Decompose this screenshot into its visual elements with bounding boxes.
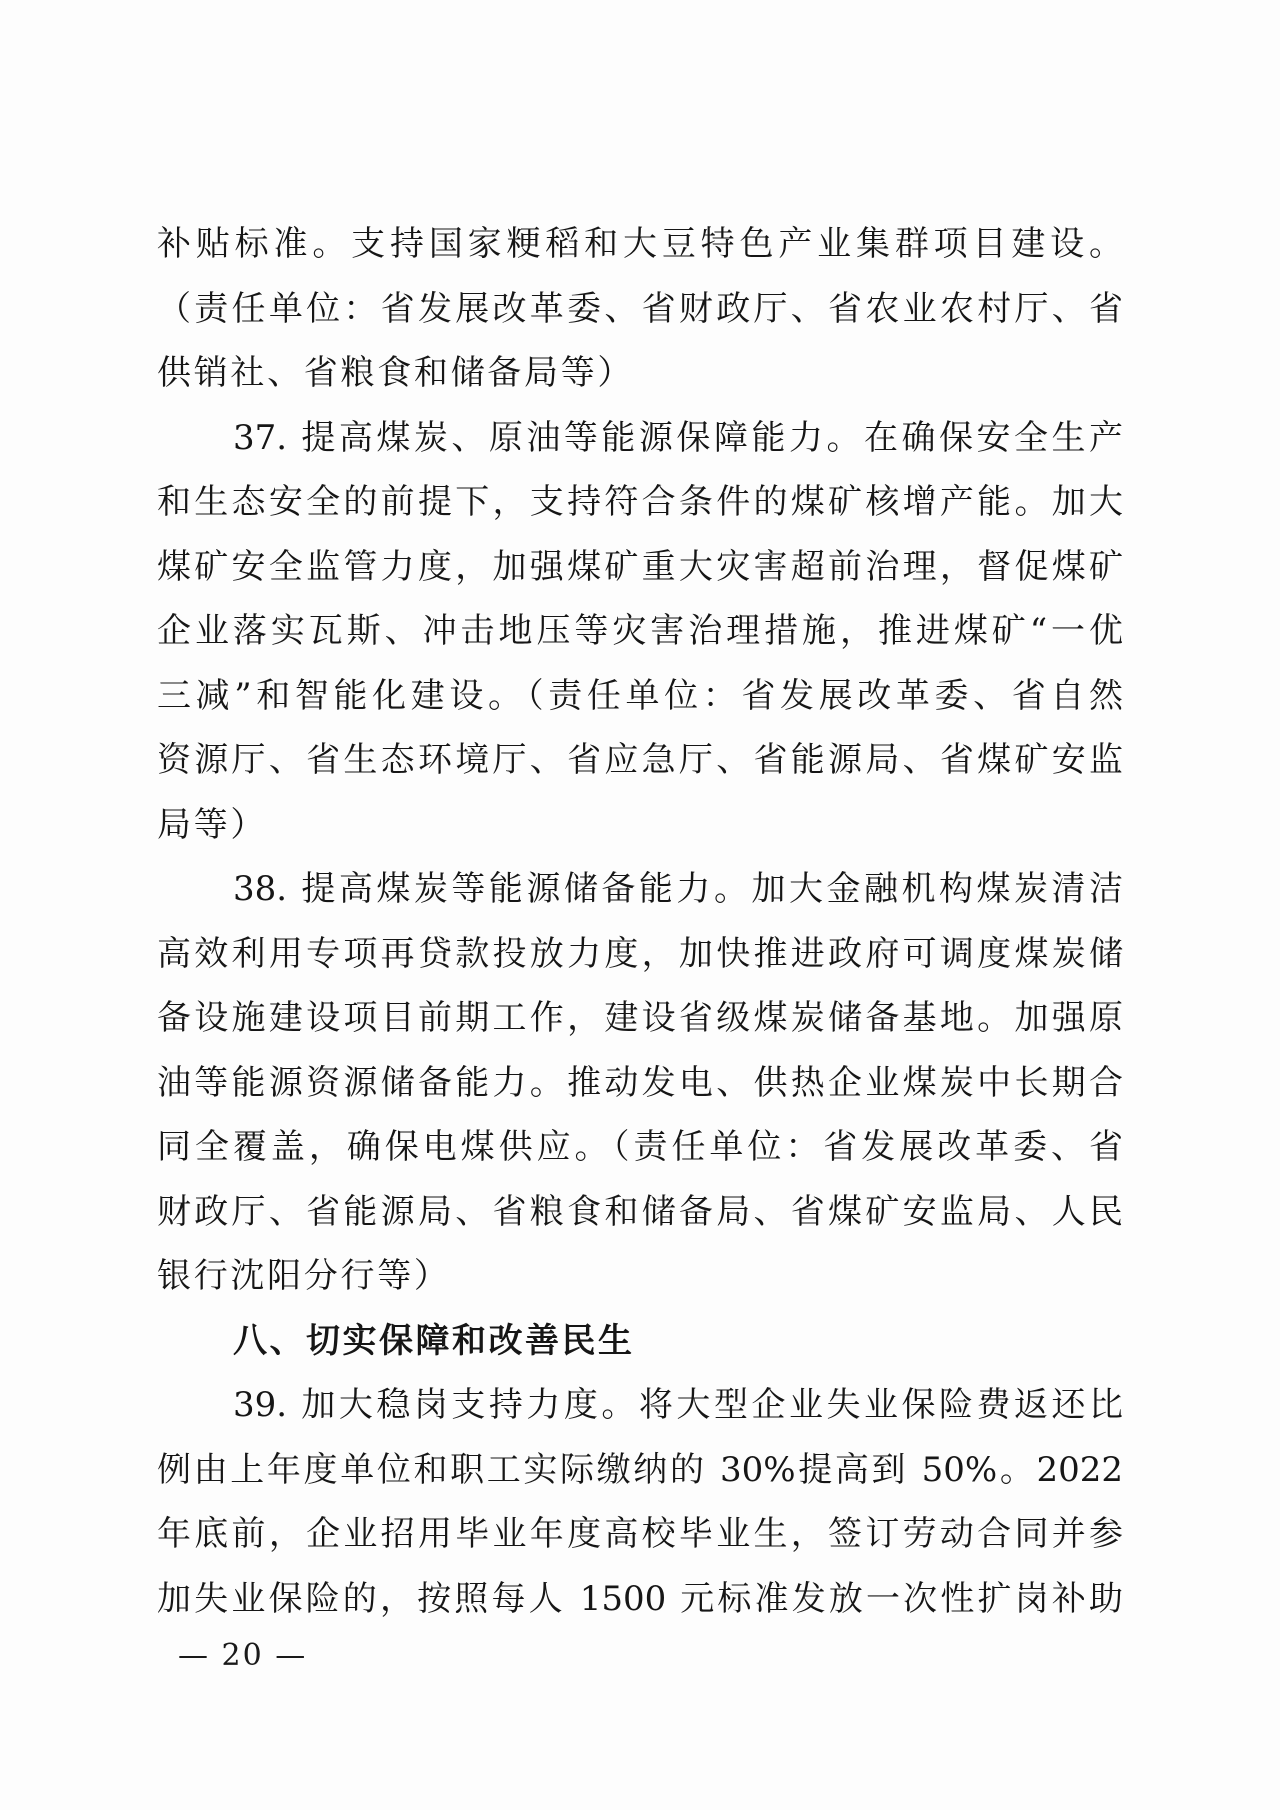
text-line: 备设施建设项目前期工作，建设省级煤炭储备基地。加强原: [157, 998, 1123, 1038]
text-line: 油等能源资源储备能力。推动发电、供热企业煤炭中长期合: [157, 1062, 1123, 1103]
paragraph-item-38: [157, 857, 1123, 1309]
paragraph-item-37: [157, 406, 1123, 858]
paragraph-continued: [157, 212, 1123, 406]
text-line: 年底前，企业招用毕业年度高校毕业生，签订劳动合同并参: [157, 1514, 1123, 1554]
text-line: 局等）: [157, 804, 268, 845]
text-line: 同全覆盖，确保电煤供应。（责任单位：省发展改革委、省: [157, 1127, 1123, 1167]
text-line: 银行沈阳分行等）: [157, 1256, 451, 1296]
text-line: 补贴标准。支持国家粳稻和大豆特色产业集群项目建设。: [157, 224, 1123, 264]
text-line: 加失业保险的，按照每人 1500 元标准发放一次性扩岗补助: [157, 1578, 1123, 1619]
text-line: 企业落实瓦斯、冲击地压等灾害治理措施，推进煤矿“一优: [157, 611, 1123, 651]
text-line: 三减”和智能化建设。（责任单位：省发展改革委、省自然: [157, 675, 1123, 716]
text-line: 和生态安全的前提下，支持符合条件的煤矿核增产能。加大: [157, 482, 1123, 522]
paragraph-item-39: [157, 1373, 1123, 1631]
text-line: 39. 加大稳岗支持力度。将大型企业失业保险费返还比: [233, 1385, 1123, 1425]
text-line: 37. 提高煤炭、原油等能源保障能力。在确保安全生产: [233, 417, 1123, 458]
document-body: [157, 212, 1123, 1631]
page-number: — 20 —: [178, 1638, 308, 1673]
text-line: 38. 提高煤炭等能源储备能力。加大金融机构煤炭清洁: [233, 869, 1123, 909]
text-line: （责任单位：省发展改革委、省财政厅、省农业农村厅、省: [157, 288, 1123, 329]
text-line: 财政厅、省能源局、省粮食和储备局、省煤矿安监局、人民: [157, 1191, 1123, 1232]
text-line: 煤矿安全监管力度，加强煤矿重大灾害超前治理，督促煤矿: [157, 546, 1123, 587]
text-line: 供销社、省粮食和储备局等）: [157, 353, 635, 393]
text-line: 高效利用专项再贷款投放力度，加快推进政府可调度煤炭储: [157, 933, 1123, 974]
text-line: 资源厅、省生态环境厅、省应急厅、省能源局、省煤矿安监: [157, 740, 1123, 780]
text-line: 例由上年度单位和职工实际缴纳的 30%提高到 50%。2022: [157, 1449, 1123, 1490]
section-heading: 八、切实保障和改善民生: [233, 1320, 635, 1361]
